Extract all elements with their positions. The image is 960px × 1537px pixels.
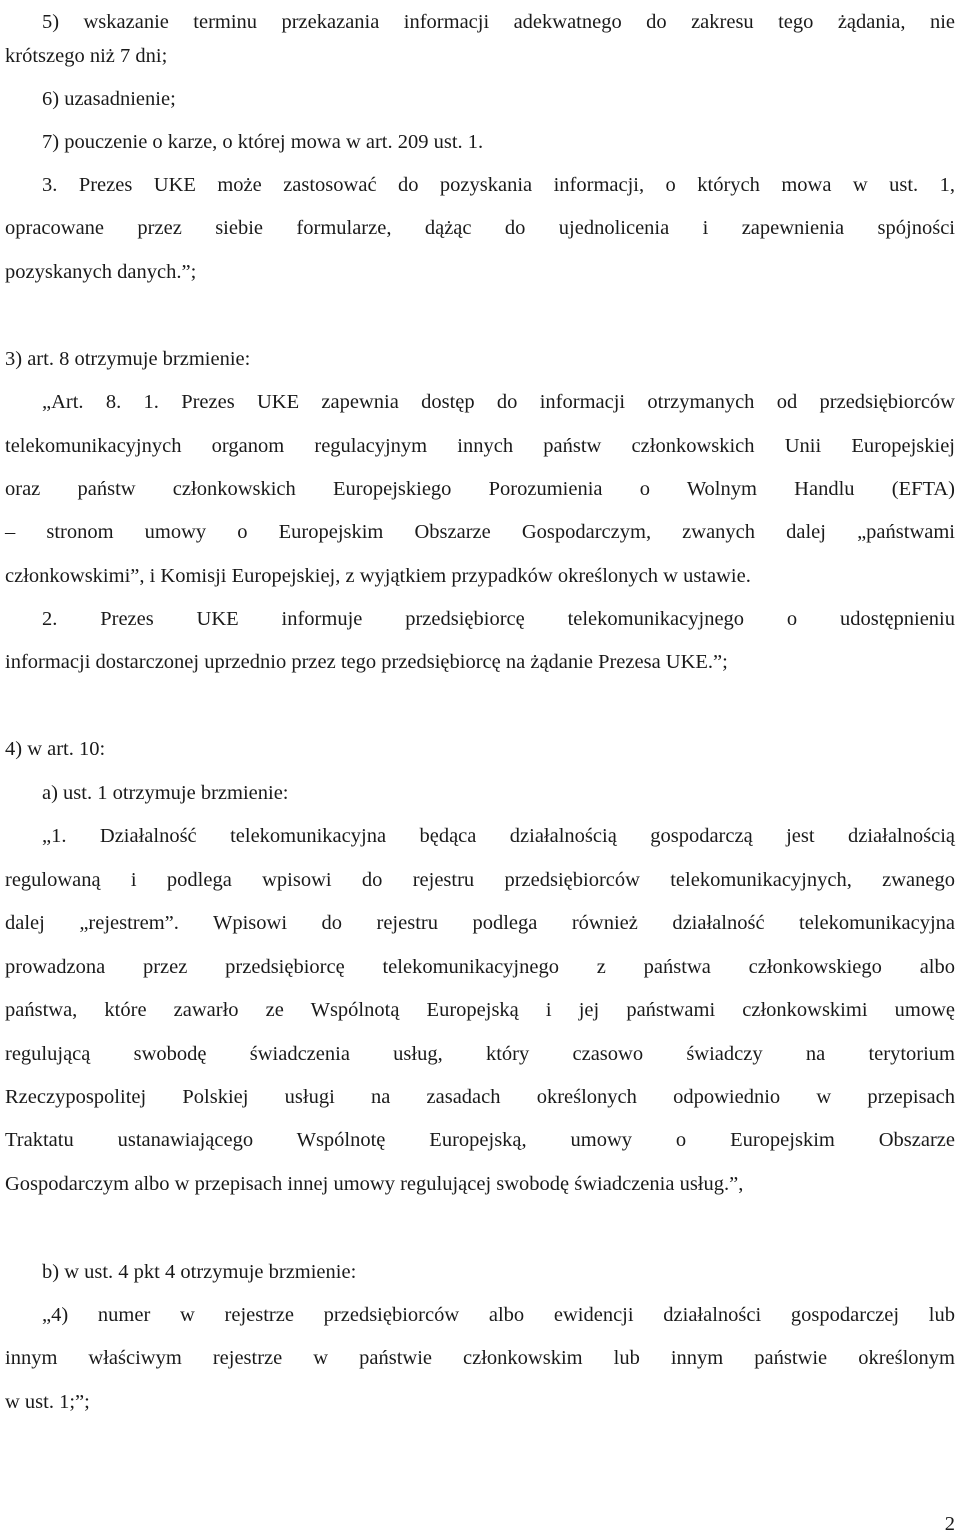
text-line: Traktatu ustanawiającego Wspólnotę Europejską, umowy o Europejskim Obszarze (5, 1129, 955, 1151)
text-line: członkowskimi”, i Komisji Europejskiej, z wyjątkiem przypadków określonych w ustawie. (5, 565, 751, 587)
text-line: informacji dostarczonej uprzednio przez tego przedsiębiorcę na żądanie Prezesa UKE.”; (5, 651, 728, 673)
text-line: regulowaną i podlega wpisowi do rejestru przedsiębiorców telekomunikacyjnych, zwanego (5, 869, 955, 891)
text-line: oraz państw członkowskich Europejskiego Porozumienia o Wolnym Handlu (EFTA) (5, 478, 955, 500)
text-line: w ust. 1;”; (5, 1391, 90, 1413)
text-line: 5) wskazanie terminu przekazania informacji adekwatnego do zakresu tego żądania, nie (42, 11, 955, 33)
text-line: „Art. 8. 1. Prezes UKE zapewnia dostęp do informacji otrzymanych od przedsiębiorców (42, 391, 955, 413)
text-line: państwa, które zawarło ze Wspólnotą Europejską i jej państwami członkowskimi umowę (5, 999, 955, 1021)
text-line: 3) art. 8 otrzymuje brzmienie: (5, 348, 251, 370)
text-line: 6) uzasadnienie; (42, 88, 176, 110)
text-line: 2. Prezes UKE informuje przedsiębiorcę telekomunikacyjnego o udostępnieniu (42, 608, 955, 630)
text-line: dalej „rejestrem”. Wpisowi do rejestru podlega również działalność telekomunikacyjna (5, 912, 955, 934)
text-line: „1. Działalność telekomunikacyjna będąca działalnością gospodarczą jest działalnością (42, 825, 955, 847)
text-line: 3. Prezes UKE może zastosować do pozyskania informacji, o których mowa w ust. 1, (42, 174, 955, 196)
text-line: telekomunikacyjnych organom regulacyjnym innych państw członkowskich Unii Europejskiej (5, 435, 955, 457)
text-line: innym właściwym rejestrze w państwie członkowskim lub innym państwie określonym (5, 1347, 955, 1369)
text-line: „4) numer w rejestrze przedsiębiorców albo ewidencji działalności gospodarczej lub (42, 1304, 955, 1326)
text-line: – stronom umowy o Europejskim Obszarze Gospodarczym, zwanych dalej „państwami (5, 521, 955, 543)
text-line: 4) w art. 10: (5, 738, 106, 760)
text-line: opracowane przez siebie formularze, dążąc do ujednolicenia i zapewnienia spójności (5, 217, 955, 239)
text-line: Rzeczypospolitej Polskiej usługi na zasadach określonych odpowiednio w przepisach (5, 1086, 955, 1108)
text-line: pozyskanych danych.”; (5, 261, 197, 283)
text-line: b) w ust. 4 pkt 4 otrzymuje brzmienie: (42, 1261, 357, 1283)
text-line: krótszego niż 7 dni; (5, 45, 168, 67)
text-line: a) ust. 1 otrzymuje brzmienie: (42, 782, 289, 804)
text-line: prowadzona przez przedsiębiorcę telekomunikacyjnego z państwa członkowskiego albo (5, 956, 955, 978)
text-line: 7) pouczenie o karze, o której mowa w art. 209 ust. 1. (42, 131, 484, 153)
text-line: Gospodarczym albo w przepisach innej umowy regulującej swobodę świadczenia usług.”, (5, 1173, 744, 1195)
page-number: 2 (944, 1513, 955, 1535)
text-line: regulującą swobodę świadczenia usług, który czasowo świadczy na terytorium (5, 1043, 955, 1065)
